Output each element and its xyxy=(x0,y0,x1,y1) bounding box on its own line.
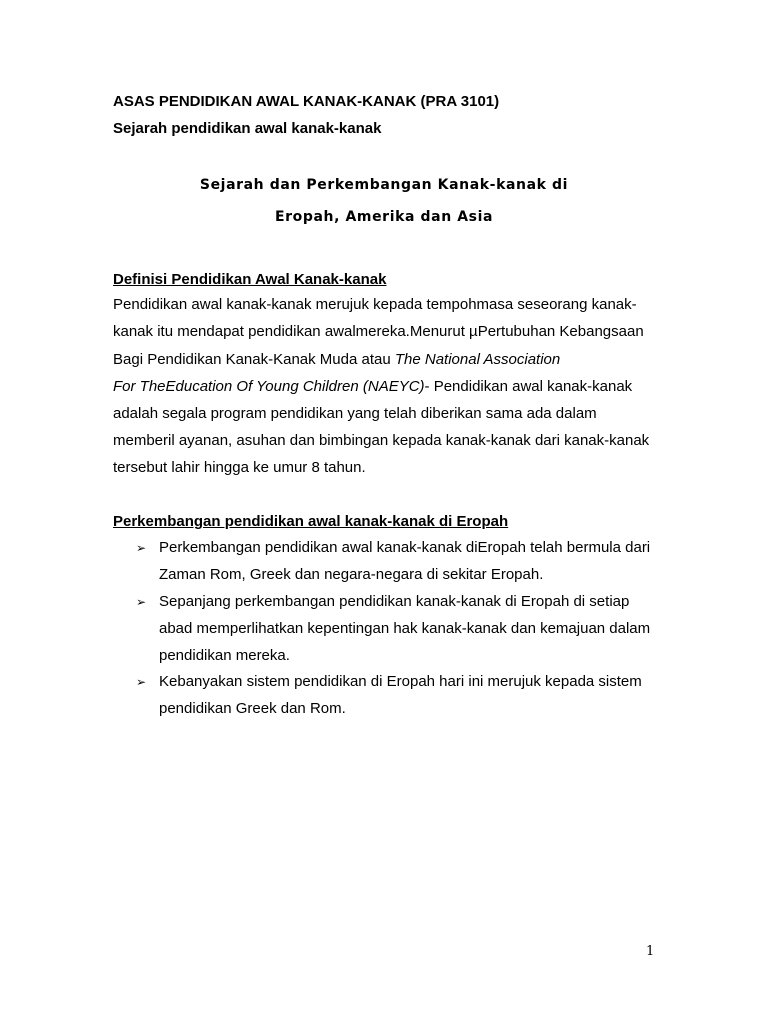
bullet-text-line: Kebanyakan sistem pendidikan di Eropah hari ini merujuk kepada sistem xyxy=(159,673,642,690)
bullet-text-line: Zaman Rom, Greek dan negara-negara di sekitar Eropah. xyxy=(159,566,544,583)
naeyc-name-italic: The National Association xyxy=(394,351,561,368)
paragraph-line xyxy=(113,351,560,369)
paragraph-text: Bagi Pendidikan Kanak-Kanak Muda atau xyxy=(113,351,395,368)
paragraph-line: kanak itu mendapat pendidikan awalmereka.Menurut µPertubuhan Kebangsaan xyxy=(113,323,644,340)
arrow-bullet-icon: ➢ xyxy=(136,595,147,609)
bullet-text-line: Perkembangan pendidikan awal kanak-kanak diEropah telah bermula dari xyxy=(159,539,651,556)
bullet-text-line: pendidikan mereka. xyxy=(159,647,290,664)
bullet-text-line: abad memperlihatkan kepentingan hak kanak-kanak dan kemajuan dalam xyxy=(159,620,651,637)
section-heading-definition: Definisi Pendidikan Awal Kanak-kanak xyxy=(113,271,387,288)
paragraph-line: adalah segala program pendidikan yang telah diberikan sama ada dalam xyxy=(113,405,597,422)
arrow-bullet-icon: ➢ xyxy=(136,541,147,555)
main-title-line-1: Sejarah dan Perkembangan Kanak-kanak di xyxy=(199,177,569,193)
paragraph-line: tersebut lahir hingga ke umur 8 tahun. xyxy=(113,459,366,476)
paragraph-line: Pendidikan awal kanak-kanak merujuk kepada tempohmasa seseorang kanak- xyxy=(113,296,637,313)
section-heading-europe: Perkembangan pendidikan awal kanak-kanak di Eropah xyxy=(113,513,509,530)
naeyc-name-italic: For TheEducation Of Young Children (NAEYC) xyxy=(113,378,425,395)
paragraph-line: memberil ayanan, asuhan dan bimbingan kepada kanak-kanak dari kanak-kanak xyxy=(113,432,650,449)
course-title: ASAS PENDIDIKAN AWAL KANAK-KANAK (PRA 3101) xyxy=(113,93,500,110)
bullet-text-line: Sepanjang perkembangan pendidikan kanak-kanak di Eropah di setiap xyxy=(159,593,630,610)
page-number: 1 xyxy=(646,944,655,959)
paragraph-line xyxy=(113,378,632,396)
paragraph-text: - Pendidikan awal kanak-kanak xyxy=(424,378,633,395)
main-title-line-2: Eropah, Amerika dan Asia xyxy=(274,209,494,225)
document-subtitle: Sejarah pendidikan awal kanak-kanak xyxy=(113,120,382,137)
arrow-bullet-icon: ➢ xyxy=(136,675,147,689)
bullet-text-line: pendidikan Greek dan Rom. xyxy=(159,700,346,717)
